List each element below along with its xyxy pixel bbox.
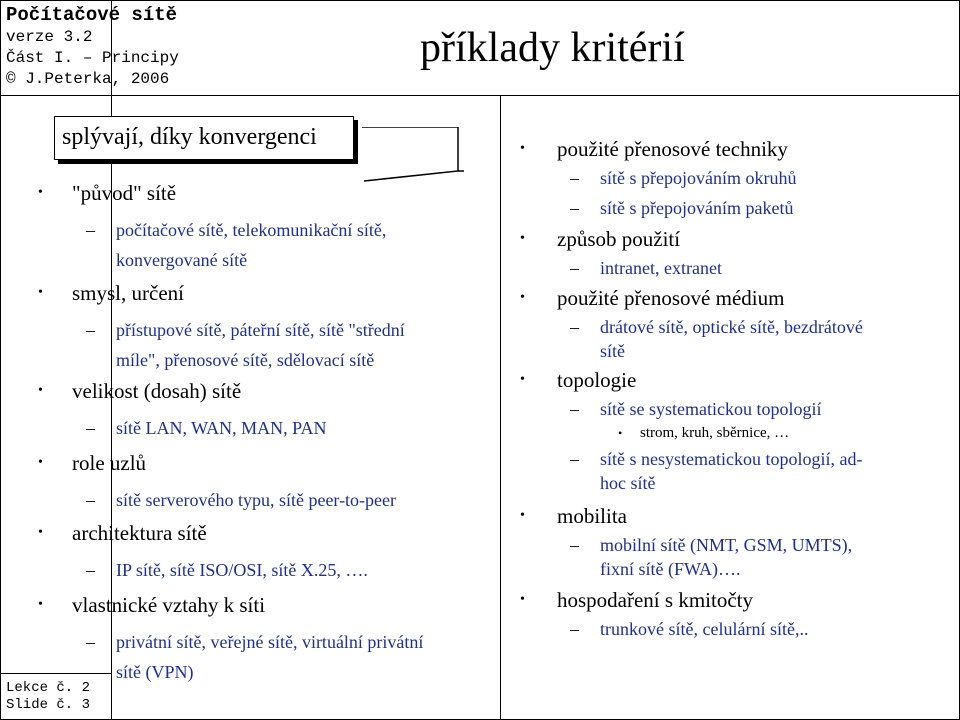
- bullet-marker: •: [38, 185, 43, 200]
- right-subitem-line: sítě: [600, 341, 625, 361]
- right-item-label: použité přenosové médium: [557, 286, 785, 310]
- bullet-marker: •: [520, 141, 525, 156]
- bullet-marker: •: [38, 383, 43, 398]
- bullet-marker: •: [38, 455, 43, 470]
- right-item-label: mobilita: [557, 504, 627, 528]
- dash-marker: –: [570, 168, 579, 188]
- right-subsubitem: strom, kruh, sběrnice, …: [640, 425, 790, 441]
- right-item-label: použité přenosové techniky: [557, 137, 788, 161]
- slide-title: příklady kritérií: [420, 25, 685, 71]
- left-subitem-line: přístupové sítě, páteřní sítě, sítě "střední: [116, 320, 405, 340]
- title-underline: [0, 95, 960, 96]
- left-item-label: architektura sítě: [72, 521, 207, 545]
- course-header: [6, 4, 179, 90]
- bullet-marker: •: [38, 597, 43, 612]
- course-title: Počítačové sítě: [6, 4, 178, 26]
- right-subitem-line: intranet, extranet: [600, 258, 722, 278]
- left-subitem-line: počítačové sítě, telekomunikační sítě,: [116, 220, 387, 240]
- right-subitem-line: sítě s nesystematickou topologií, ad-: [600, 449, 863, 469]
- right-subitem-line: hoc sítě: [600, 473, 656, 493]
- right-item-label: topologie: [557, 368, 637, 392]
- slide-footer: [6, 680, 90, 714]
- left-subitem-line: konvergované sítě: [116, 250, 248, 270]
- right-subitem-line: sítě se systematickou topologií: [600, 399, 822, 419]
- left-subitem-line: míle", přenosové sítě, sdělovací sítě: [116, 350, 375, 370]
- bullet-marker: •: [520, 290, 525, 305]
- left-subitem-line: sítě serverového typu, sítě peer-to-peer: [116, 490, 397, 510]
- dash-marker: –: [86, 560, 95, 580]
- dash-marker: –: [570, 619, 579, 639]
- subtitle: splývají, díky konvergenci: [62, 124, 317, 150]
- left-item-label: "původ" sítě: [72, 181, 177, 205]
- left-item-label: role uzlů: [72, 451, 147, 475]
- lesson-number: Lekce č. 2: [6, 680, 91, 696]
- bullet-marker: •: [520, 372, 525, 387]
- bullet-marker: •: [38, 525, 43, 540]
- dash-marker: –: [86, 418, 95, 438]
- bullet-marker: •: [520, 508, 525, 523]
- bracket-connector: [362, 127, 467, 182]
- left-item-label: smysl, určení: [72, 281, 184, 305]
- right-item-label: způsob použití: [557, 227, 681, 251]
- dash-marker: –: [570, 535, 579, 555]
- dash-marker: –: [570, 258, 579, 278]
- course-part: Část I. – Principy: [6, 49, 179, 67]
- right-subitem-line: sítě s přepojováním paketů: [600, 198, 794, 218]
- left-subitem-line: sítě LAN, WAN, MAN, PAN: [116, 418, 327, 438]
- dash-marker: –: [570, 399, 579, 419]
- slide-number: Slide č. 3: [6, 697, 91, 713]
- course-copyright: © J.Peterka, 2006: [6, 70, 170, 88]
- bullet-marker: •: [520, 231, 525, 246]
- dash-marker: –: [570, 198, 579, 218]
- course-version: verze 3.2: [6, 28, 93, 46]
- dash-marker: –: [570, 449, 579, 469]
- left-subitem-line: IP sítě, sítě ISO/OSI, sítě X.25, ….: [116, 560, 368, 580]
- left-item-label: velikost (dosah) sítě: [72, 379, 242, 403]
- left-item-label: vlastnické vztahy k síti: [72, 593, 266, 617]
- bullet-marker: •: [520, 592, 525, 607]
- dash-marker: –: [86, 490, 95, 510]
- right-item-label: hospodaření s kmitočty: [557, 588, 753, 612]
- column-divider: [500, 96, 501, 720]
- right-subitem-line: mobilní sítě (NMT, GSM, UMTS),: [600, 535, 853, 555]
- left-subitem-line: privátní sítě, veřejné sítě, virtuální privátní: [116, 632, 424, 652]
- right-subitem-line: fixní sítě (FWA)….: [600, 559, 741, 579]
- left-subitem-line: sítě (VPN): [116, 662, 194, 682]
- right-subitem-line: drátové sítě, optické sítě, bezdrátové: [600, 317, 863, 337]
- dash-marker: –: [86, 320, 95, 340]
- right-subitem-line: sítě s přepojováním okruhů: [600, 168, 797, 188]
- subsub-bullet: •: [618, 426, 623, 440]
- dash-marker: –: [570, 317, 579, 337]
- dash-marker: –: [86, 632, 95, 652]
- bullet-marker: •: [38, 285, 43, 300]
- dash-marker: –: [86, 220, 95, 240]
- right-subitem-line: trunkové sítě, celulární sítě,..: [600, 619, 809, 639]
